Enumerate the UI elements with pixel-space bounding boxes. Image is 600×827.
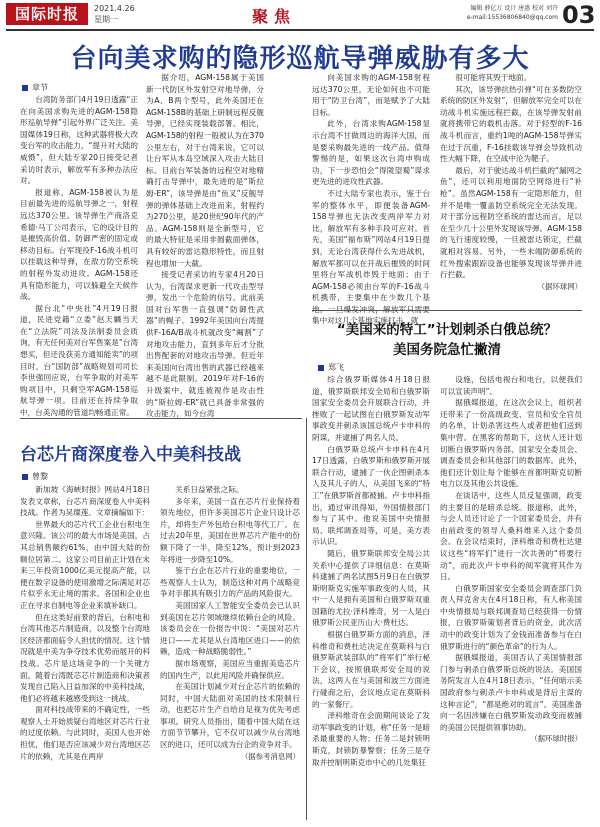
article2-paragraph: 在美国计划减少对台企芯片的依赖的同时，中国大陆面对美国的技术限制行动，也把芯片生产自给自足视为优先考虑事项。研究人员指出，随着中国大陆在这方面节节攀升，它不仅可以减少从台湾地区的进口，还可以成为台企的竞争对手。 <box>160 682 300 750</box>
article2-column-2 <box>160 484 300 820</box>
article3-paragraph: 白俄罗斯国家安全委员会调查部门负责人拜克舍夫在4月18日称，有人称美国中央情报局与联邦调查局已经获得一份情报，白俄罗斯策划者背后的资金，此次活动中的政变计划为了金钱而准备参与在白俄罗斯进行的“颜色革命”的行为人。 <box>440 583 582 651</box>
article1-source: （据环球网） <box>537 281 582 291</box>
editor-names: 编辑 薛亿万 设计 唐惠 校对 刘卉 <box>470 5 558 12</box>
editor-email: e-mail:15536806840@qq.com <box>466 14 558 21</box>
article3-paragraph: 泽科维奇在会面期间谈论了发动军事政变的计划，称“任务一是暗杀最重要的人物；任务二是封锁明斯克，封锁防暴警察；任务三是夺取并控制明斯克市中心的几处集狂 <box>312 711 430 767</box>
article2-column-1 <box>20 484 150 820</box>
article-divider <box>20 418 302 419</box>
page-number: 03 <box>562 1 596 29</box>
issue-date-block <box>94 3 135 25</box>
article2-paragraph: 据市场观察，美国应当重振美造芯片的国内生产，以此用风险并确保供应。 <box>160 658 300 680</box>
article3-paragraph: 白俄罗斯总统卢卡申科在4月17日透露，白俄罗斯和俄罗斯开展联合行动，逮捕了一伙企图刺杀本人及其儿子的人，从美国飞来的“特工”在俄罗斯首都被捕。卢卡申科指出，通过审讯得知，外国情报部门参与了其中。他说美国中央情报局、联邦调查局等，可是，美方表示认识。 <box>312 444 430 547</box>
article1-paragraph: 其次，该导弹抗热引弹“可在多数防空系统的防区外发射”，但解放军完全可以在动战斗机实施远程拦截，在该导弹发射前就将携带它的载机击落。对于轻型的F-16战斗机而言，重约1吨的AGM-158导弹实在过于沉重，F-16挂载该导弹会导致机动性大幅下降，在空战中沦为靶子。 <box>440 84 582 164</box>
article1-column-1 <box>20 94 138 418</box>
article1-paragraph: 据介绍，AGM-158属于美国新一代防区外发射空对地导弹，分为A、B两个型号，此外美国还在AGM-158B的基础上研制远程反舰导弹，已经实现装载部署。相比，AGM-158的射程一般被认为在370公里左右，对于台湾来说，它可以让台军从本岛空域深入攻击大陆目标。目前台军装备的远程空对地精确打击导弹中，最先进的是“斯拉姆-ER”，该导弹是由“鱼叉”反舰导弹的弹体基础上改进而来，射程约为270公里，是20世纪90年代的产品。AGM-158则是全新型号，它的最大特征是采用非圆截面弹体，具有较好的雷达隐形特性，而且射程也增加一大截。 <box>146 73 264 268</box>
article3-paragraph: 设施，包括电视台和电台，以便我们可以宣读声明”。 <box>440 375 582 396</box>
article2-source: （据参考消息网） <box>240 751 300 761</box>
article-divider <box>312 310 582 311</box>
issue-weekday: 星期一 <box>94 15 118 24</box>
article2-paragraph: 鉴于台企在芯片行业的重要地位，一些观察人士认为，制造这种对两个战略竞争对手都具有吸引力的产品的风险很大。 <box>160 566 300 599</box>
article3-column-2 <box>440 374 582 820</box>
article2-paragraph: 美国国家人工智能安全委员会已认识到美国在芯片领域继续依赖台企的风险。该委员会在一份报告中说：“美国对芯片进口——尤其是从台湾地区进口——的依赖，造成一种战略脆弱性。” <box>160 600 300 657</box>
article1-paragraph: 据台北“中央社”4月19日报道，民进党籍“立委”赵天麟当天在“立法院”司法及法制委员会质询，有无任何美对台军售案是“台湾想买，但还没获美方通知能卖”的项目时，台“国防部”战略规划司司长李世强回应说，台军争取的对美军购项目中，只剩空军AGM-158巡航导弹一项。目前还在持续争取中，台美沟通的管道均畅通正常。 <box>20 303 138 418</box>
article3-paragraph: 在谈话中，这些人员反复强调，政变的主要目的是暗杀总统。报道称，此外，与会人员还讨论了一个国家委员会，并有由前政变的领导人桑科维来入这个委员会。在会议结束时，泽科维奇和费杜达建议这些“将军们”进行一次共善的“将要行动”，而此次卢卡申科的阅军就将其作为日。 <box>440 490 582 582</box>
article3-column-1 <box>312 374 430 820</box>
masthead <box>0 0 600 30</box>
masthead-divider <box>6 29 594 31</box>
article2-paragraph: 世界最大的芯片代工企业台积电生意兴隆。该公司的最大市场是美国，占其总销售额约61%，由中国大陆的份额位居第二。这家公司目前正计划在未来三年投资1000亿美元提高产能，以便在数字设备的使用激增之际满足对芯片似乎永无止境的需求。各国和企业也正在寻求自制电等企业来填补缺口。 <box>20 519 150 610</box>
article2-headline: 台芯片商深度卷入中美科技战 <box>20 445 241 465</box>
article3-paragraph: 综合俄罗斯媒体4月18日报道，俄罗斯联邦安全局和白俄罗斯国家安全委员会开展联合行动，并挫败了一起试图在白俄罗斯发动军事政变并刺杀该国总统卢卡申科的阴谋，并逮捕了两名人员。 <box>312 375 430 442</box>
byline-square-icon <box>318 365 324 371</box>
article2-paragraph: 但在这类好前景的背后，台积电和台湾其他芯片制造商，以及整个台湾地区经济都面临令人担忧的情况。这个情况就是中美为争夺技术优势而展开的科技战。芯片是这场竞争的一个关键方面。随着台湾既芯芯片制造商和决策者发现自己陷入日益加深的中美科技战，他们必将越来越感受到这一挑战。 <box>20 612 150 703</box>
article1-column-4 <box>440 72 582 308</box>
article3-headline-line2: 美国务院急忙撇清 <box>393 342 501 358</box>
article3-byline <box>318 362 344 373</box>
section-title: 聚焦 <box>252 7 297 26</box>
article3-paragraph: 据俄媒报道，在这次会议上，组织者还带来了一份高级政变、官员和安全官员的名单，计划杀害这些人或者把他们送到集中营。在黑客的帮助下，这伙人还计划切断白俄罗斯内务部、国家安全委员会、调查委员会和其他部门的数据库。此外，他们还计划让每个能够在首都明斯克切断电力以及其他公共设施。 <box>440 398 582 489</box>
article2-paragraph: 关系日益紧张之际。 <box>175 485 244 494</box>
article1-column-3 <box>312 72 430 326</box>
article1-paragraph: 接受记者采访的专家4月20日认为，台湾谋求更新一代攻击型导弹，发出一个危险的信号。此前美国对台军售一直强调“防御性武器”的幌子。1992年美国向台湾提供F-16A/B战斗机就改变“阉割”了对地攻击能力，直到多年后才分批出售配套的对地攻击导弹。但近年来美国向台湾出售的武器已经越来越不是此限制。2019年对F-16的升级案中，就连被视作是攻击性的“斯拉姆-ER”就已具备非常强的攻击能力，如今台湾 <box>146 270 264 419</box>
article1-paragraph: 向美国求购的AGM-158射程远达370公里，无论如何也不可能用于“防卫台湾”，而是赋予了大陆目标。 <box>312 73 430 117</box>
article3-paragraph: 据俄媒报道，美国否认了美国情报部门参与刺杀白俄罗斯总统的说法。美国国务院发言人在4月18日表示，“任何暗示美国政府参与刺杀卢卡申科或是背后主谋的这种言论”，“都是绝对的谎言”。美国准备向一名因涉嫌在白俄罗斯发动政变而被捕的美国公民提供领事协助。 <box>440 653 582 732</box>
article1-paragraph: 很可能将其毁于地面。 <box>455 73 532 82</box>
article3-headline-line1: “美国来的特工”计划刺杀白俄总统？ <box>336 322 558 338</box>
article1-paragraph: 不过大陆专家也表示，鉴于台军的整体水平，即便装备AGM-158导弹也无法改变两岸军力对比，解放军有多种手段可应对。首先，美国“福布斯”网站4月19日提到，无论台湾获得什么先进战机，解放军都可以在开战后摧毁的时间里将台军战机炸毁于地面；由于AGM-158必须由台军的F-16战斗机携带，主要集中在少数几个基 集中对这几个基地实施打击，就 <box>312 188 430 326</box>
article3-paragraph: 根据白俄罗斯方面的消息，泽科维奇和费杜达决定在莫斯科与白俄罗斯武装部队的“将军们”举行秘下会议，按照俄联邦安全局的说法，这两人在与美国和波兰方面进行碰商之后，会议地点定在莫斯科的一家餐厅。 <box>312 630 430 709</box>
article2-paragraph: 新加坡《海峡时报》网站4月18日发表文章称，台芯片商深度卷入中美科技战。作者为吴璨莲。文章摘编如下： <box>20 485 150 518</box>
article1-paragraph: 最后，对于驶达战斗机拦截的“漏网之鱼”，还可以利用地面防空网络进行“补枪”。虽然AGM-158有一定隐形能力，但并不是唯一覆盖防空系统完全无法发现。对于部分远程防空系统的雷达而言，足以在至少几十公里外发现该导弹。AGM-158的飞行速度较慢，一旦被雷达锁定，拦截就相对容易。另外，一些未端防御系统的红外搜索跟踪设备也能够发现该导弹并进行拦截。 <box>440 165 582 280</box>
article2-paragraph: 多年来，美国一直在芯片行业保持着领先地位，但许多美国芯片企业只设计芯片，却将生产外包给台积电等代工厂。在过去20年里，美国在世界芯片产能中的份额下降了一半，降至12%，预计到2023年将进一步降至10%。 <box>160 496 300 564</box>
editor-credits <box>428 4 558 22</box>
issue-date: 2021.4.26 <box>94 4 135 13</box>
article1-paragraph: 此外，台湾求购AGM-158显示台湾不甘做周边的海洋大国，而是要采购最先进的一线产品。值得警惕的是，如果这次台湾申购成功，下一步恐怕会“得陇望蜀”谋求更先进的进攻性武器。 <box>312 119 430 187</box>
article2-byline <box>22 471 48 482</box>
article3-paragraph: 随后，俄罗斯联邦安全局公共关系中心提供了详细信息：在莫斯科逮捕了两名试图5月9日在白俄罗斯明斯克实施军事政变的人员，其中一人是拥有美国和白俄罗斯双重国籍的尤拉·泽科维奇，另一人是白俄罗斯公民亚历山大·费杜达。 <box>312 548 430 628</box>
article1-byline <box>22 82 48 93</box>
byline-square-icon <box>22 85 28 91</box>
article1-paragraph: 台湾防务部门4月19日透露“正在向美国求购先进的AGM-158隐形巡航导弹”引起外界广泛关注。美国媒体19日称，这种武器将极大改变台军的攻击能力，“提升对大陆的威慑”，但大陆专家20日接受记者采访时表示，解放军有多种办法应对。 <box>20 95 138 186</box>
article3-source: （据环球时报） <box>530 734 582 744</box>
article1-column-2 <box>146 72 264 419</box>
article1-headline: 台向美求购的隐形巡航导弹威胁有多大 <box>70 44 530 74</box>
column-rule <box>306 418 307 820</box>
article2-paragraph: 面对科技战带来的不确定性，一些观察人士开始质疑台湾地区对芯片行业的过度依赖。与此同时，美国人也开始担忧，他们是否应该减少对台湾地区芯片的依赖，尤其是在两岸 <box>20 705 150 761</box>
article3-author: 郑飞 <box>328 363 344 372</box>
article2-author: 曾黎 <box>32 472 48 481</box>
paper-logo: 国际时报 <box>6 3 88 25</box>
byline-square-icon <box>22 474 28 480</box>
article1-paragraph: 报道称，AGM-158被认为是目前最先进的巡航导弹之一，射程远达370公里。该导弹生产商洛克希德·马丁公司表示，它的设计目的是摧毁高价值、防御严密的固定或移动目标。台军现役F-16战斗机可以挂载这种导弹，在敌方防空系统的射程外发动进攻。AGM-158还具有隐形能力，可以躲避全天候作战。 <box>20 187 138 302</box>
article1-author: 章节 <box>32 83 48 92</box>
